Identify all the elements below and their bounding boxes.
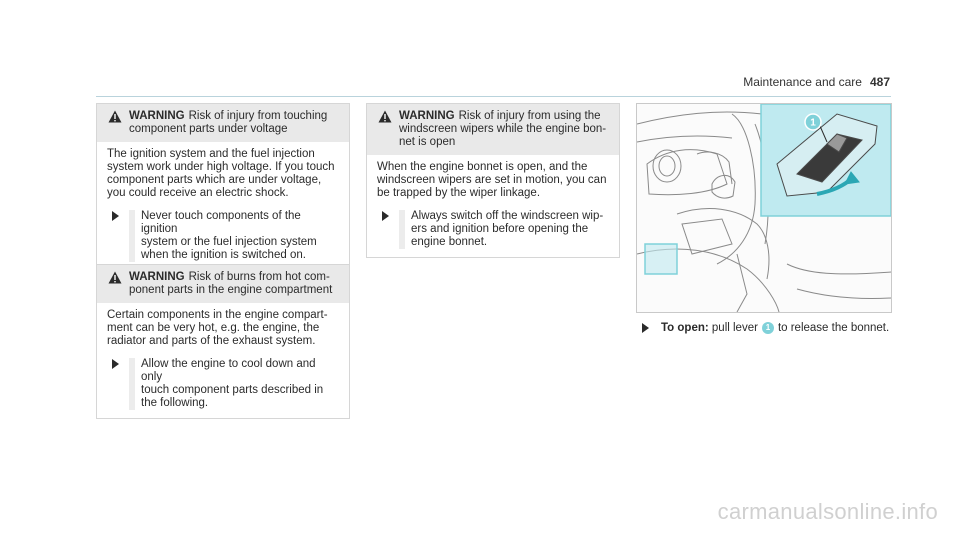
text-line: be trapped by the wiper linkage. xyxy=(377,187,541,199)
callout-number: 1 xyxy=(810,117,816,129)
warning-header xyxy=(367,104,619,155)
text-line: you could receive an electric shock. xyxy=(107,187,289,199)
warning-triangle-icon xyxy=(378,110,392,123)
warning-box-wipers xyxy=(366,103,620,258)
page-number: 487 xyxy=(869,75,890,89)
warning-text xyxy=(107,148,339,200)
watermark: carmanualsonline.info xyxy=(717,499,938,524)
text-line: the following. xyxy=(141,397,209,409)
warning-box-touch-voltage xyxy=(96,103,350,271)
text-line: When the engine bonnet is open, and the xyxy=(377,161,588,173)
instruction-text: pull lever xyxy=(711,322,758,334)
instruction-step xyxy=(107,210,339,262)
text-line: Never touch components of the ignition xyxy=(141,210,301,235)
warning-word: WARNING xyxy=(129,110,185,122)
warning-header xyxy=(97,265,349,303)
open-instruction xyxy=(642,322,889,334)
warning-word: WARNING xyxy=(399,110,455,122)
warning-text xyxy=(107,309,339,348)
warning-title-line: ponent parts in the engine compartment xyxy=(129,284,333,296)
text-line: component parts which are under voltage, xyxy=(107,174,322,186)
step-arrow-icon xyxy=(642,323,649,333)
text-line: ment can be very hot, e.g. the engine, the xyxy=(107,322,320,334)
text-line: engine bonnet. xyxy=(411,236,488,248)
running-header xyxy=(743,75,890,89)
text-line: ers and ignition before opening the xyxy=(411,223,589,235)
text-line: The ignition system and the fuel injection xyxy=(107,148,315,160)
bonnet-release-illustration xyxy=(636,103,892,313)
callout-1-badge: 1 xyxy=(762,322,774,334)
car-interior-drawing xyxy=(637,104,891,312)
text-line: Certain components in the engine compart- xyxy=(107,309,328,321)
text-line: Allow the engine to cool down and only xyxy=(141,358,316,383)
instruction-text: to release the bonnet. xyxy=(777,322,890,334)
warning-title-line: Risk of injury from touching xyxy=(188,110,328,122)
step-arrow-icon xyxy=(112,211,119,221)
warning-word: WARNING xyxy=(129,271,185,283)
warning-title-line: component parts under voltage xyxy=(129,123,288,135)
header-line xyxy=(96,96,891,97)
step-arrow-icon xyxy=(112,359,119,369)
instruction-step xyxy=(107,358,339,410)
text-line: system work under high voltage. If you touch xyxy=(107,161,335,173)
instruction-step xyxy=(377,210,609,249)
step-arrow-icon xyxy=(382,211,389,221)
warning-title-line: Risk of injury from using the xyxy=(458,110,601,122)
text-line: touch component parts described in xyxy=(141,384,324,396)
instruction-lead: To open: xyxy=(661,322,709,334)
warning-header xyxy=(97,104,349,142)
text-line: system or the fuel injection system xyxy=(141,236,317,248)
warning-title-line: windscreen wipers while the engine bon- xyxy=(399,123,607,135)
text-line: radiator and parts of the exhaust system. xyxy=(107,335,316,347)
warning-text xyxy=(377,161,609,200)
text-line: when the ignition is switched on. xyxy=(141,249,306,261)
text-line: Always switch off the windscreen wip- xyxy=(411,210,604,222)
warning-triangle-icon xyxy=(108,271,122,284)
warning-triangle-icon xyxy=(108,110,122,123)
text-line: windscreen wipers are set in motion, you can xyxy=(377,174,607,186)
warning-title-line: net is open xyxy=(399,136,456,148)
warning-box-hot-components xyxy=(96,264,350,419)
section-title: Maintenance and care xyxy=(743,75,862,89)
warning-title-line: Risk of burns from hot com- xyxy=(188,271,330,283)
